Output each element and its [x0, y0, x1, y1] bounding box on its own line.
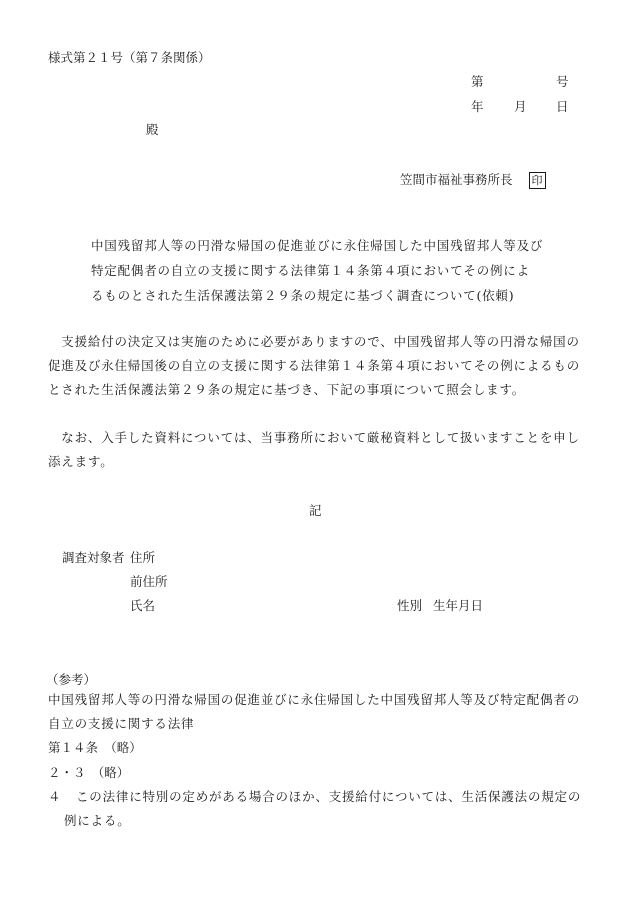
sender-name: 笠間市福祉事務所長 — [400, 172, 513, 187]
title-line-1: 中国残留邦人等の円滑な帰国の促進並びに永住帰国した中国残留邦人等及び — [91, 238, 544, 253]
reference-law-title: 中国残留邦人等の円滑な帰国の促進並びに永住帰国した中国残留邦人等及び特定配偶者の自立の支援に関する法律 — [48, 692, 581, 731]
sender — [400, 172, 546, 189]
seal-stamp: 印 — [529, 172, 546, 189]
addressee-suffix: 殿 — [146, 122, 159, 137]
subject-sex-label: 性別 — [397, 598, 423, 613]
subject-prev-address-label: 前住所 — [130, 574, 168, 589]
body-paragraph-2: なお、入手した資料については、当事務所において厳秘資料として扱いますことを申し添えます。 — [48, 430, 580, 469]
reference-items-2-3: ２・３ （略） — [48, 765, 130, 780]
subject-address-label: 住所 — [130, 550, 156, 565]
subject-name-label: 氏名 — [130, 598, 156, 613]
date-day: 日 — [556, 99, 569, 114]
document-number-prefix: 第 — [471, 74, 484, 89]
title-line-3: るものとされた生活保護法第２９条の規定に基づく調査について(依頼) — [91, 288, 515, 303]
reference-article: 第１４条 （略） — [48, 740, 142, 755]
date-year: 年 — [471, 99, 484, 114]
subject-birthdate-label: 生年月日 — [433, 598, 484, 613]
form-number: 様式第２１号（第７条関係） — [48, 50, 211, 65]
title-line-2: 特定配偶者の自立の支援に関する法律第１４条第４項においてその例によ — [91, 263, 530, 278]
reference-heading: （参考） — [46, 672, 97, 687]
ki-heading: 記 — [309, 503, 322, 518]
reference-item4-number: ４ — [48, 789, 61, 804]
reference-item4-text: この法律に特別の定めがある場合のほか、支援給付については、生活保護法の規定の例による。 — [64, 789, 582, 828]
body-paragraph-1: 支援給付の決定又は実施のために必要がありますので、中国残留邦人等の円滑な帰国の促進及び永住帰国後の自立の支援に関する法律第１４条第４項においてその例によるものとされた生活保護法第２９条の規定に基づき、下記の事項について照会します。 — [48, 334, 581, 397]
subject-label: 調査対象者 — [62, 550, 125, 565]
date-month: 月 — [514, 99, 527, 114]
document-number-suffix: 号 — [556, 74, 569, 89]
